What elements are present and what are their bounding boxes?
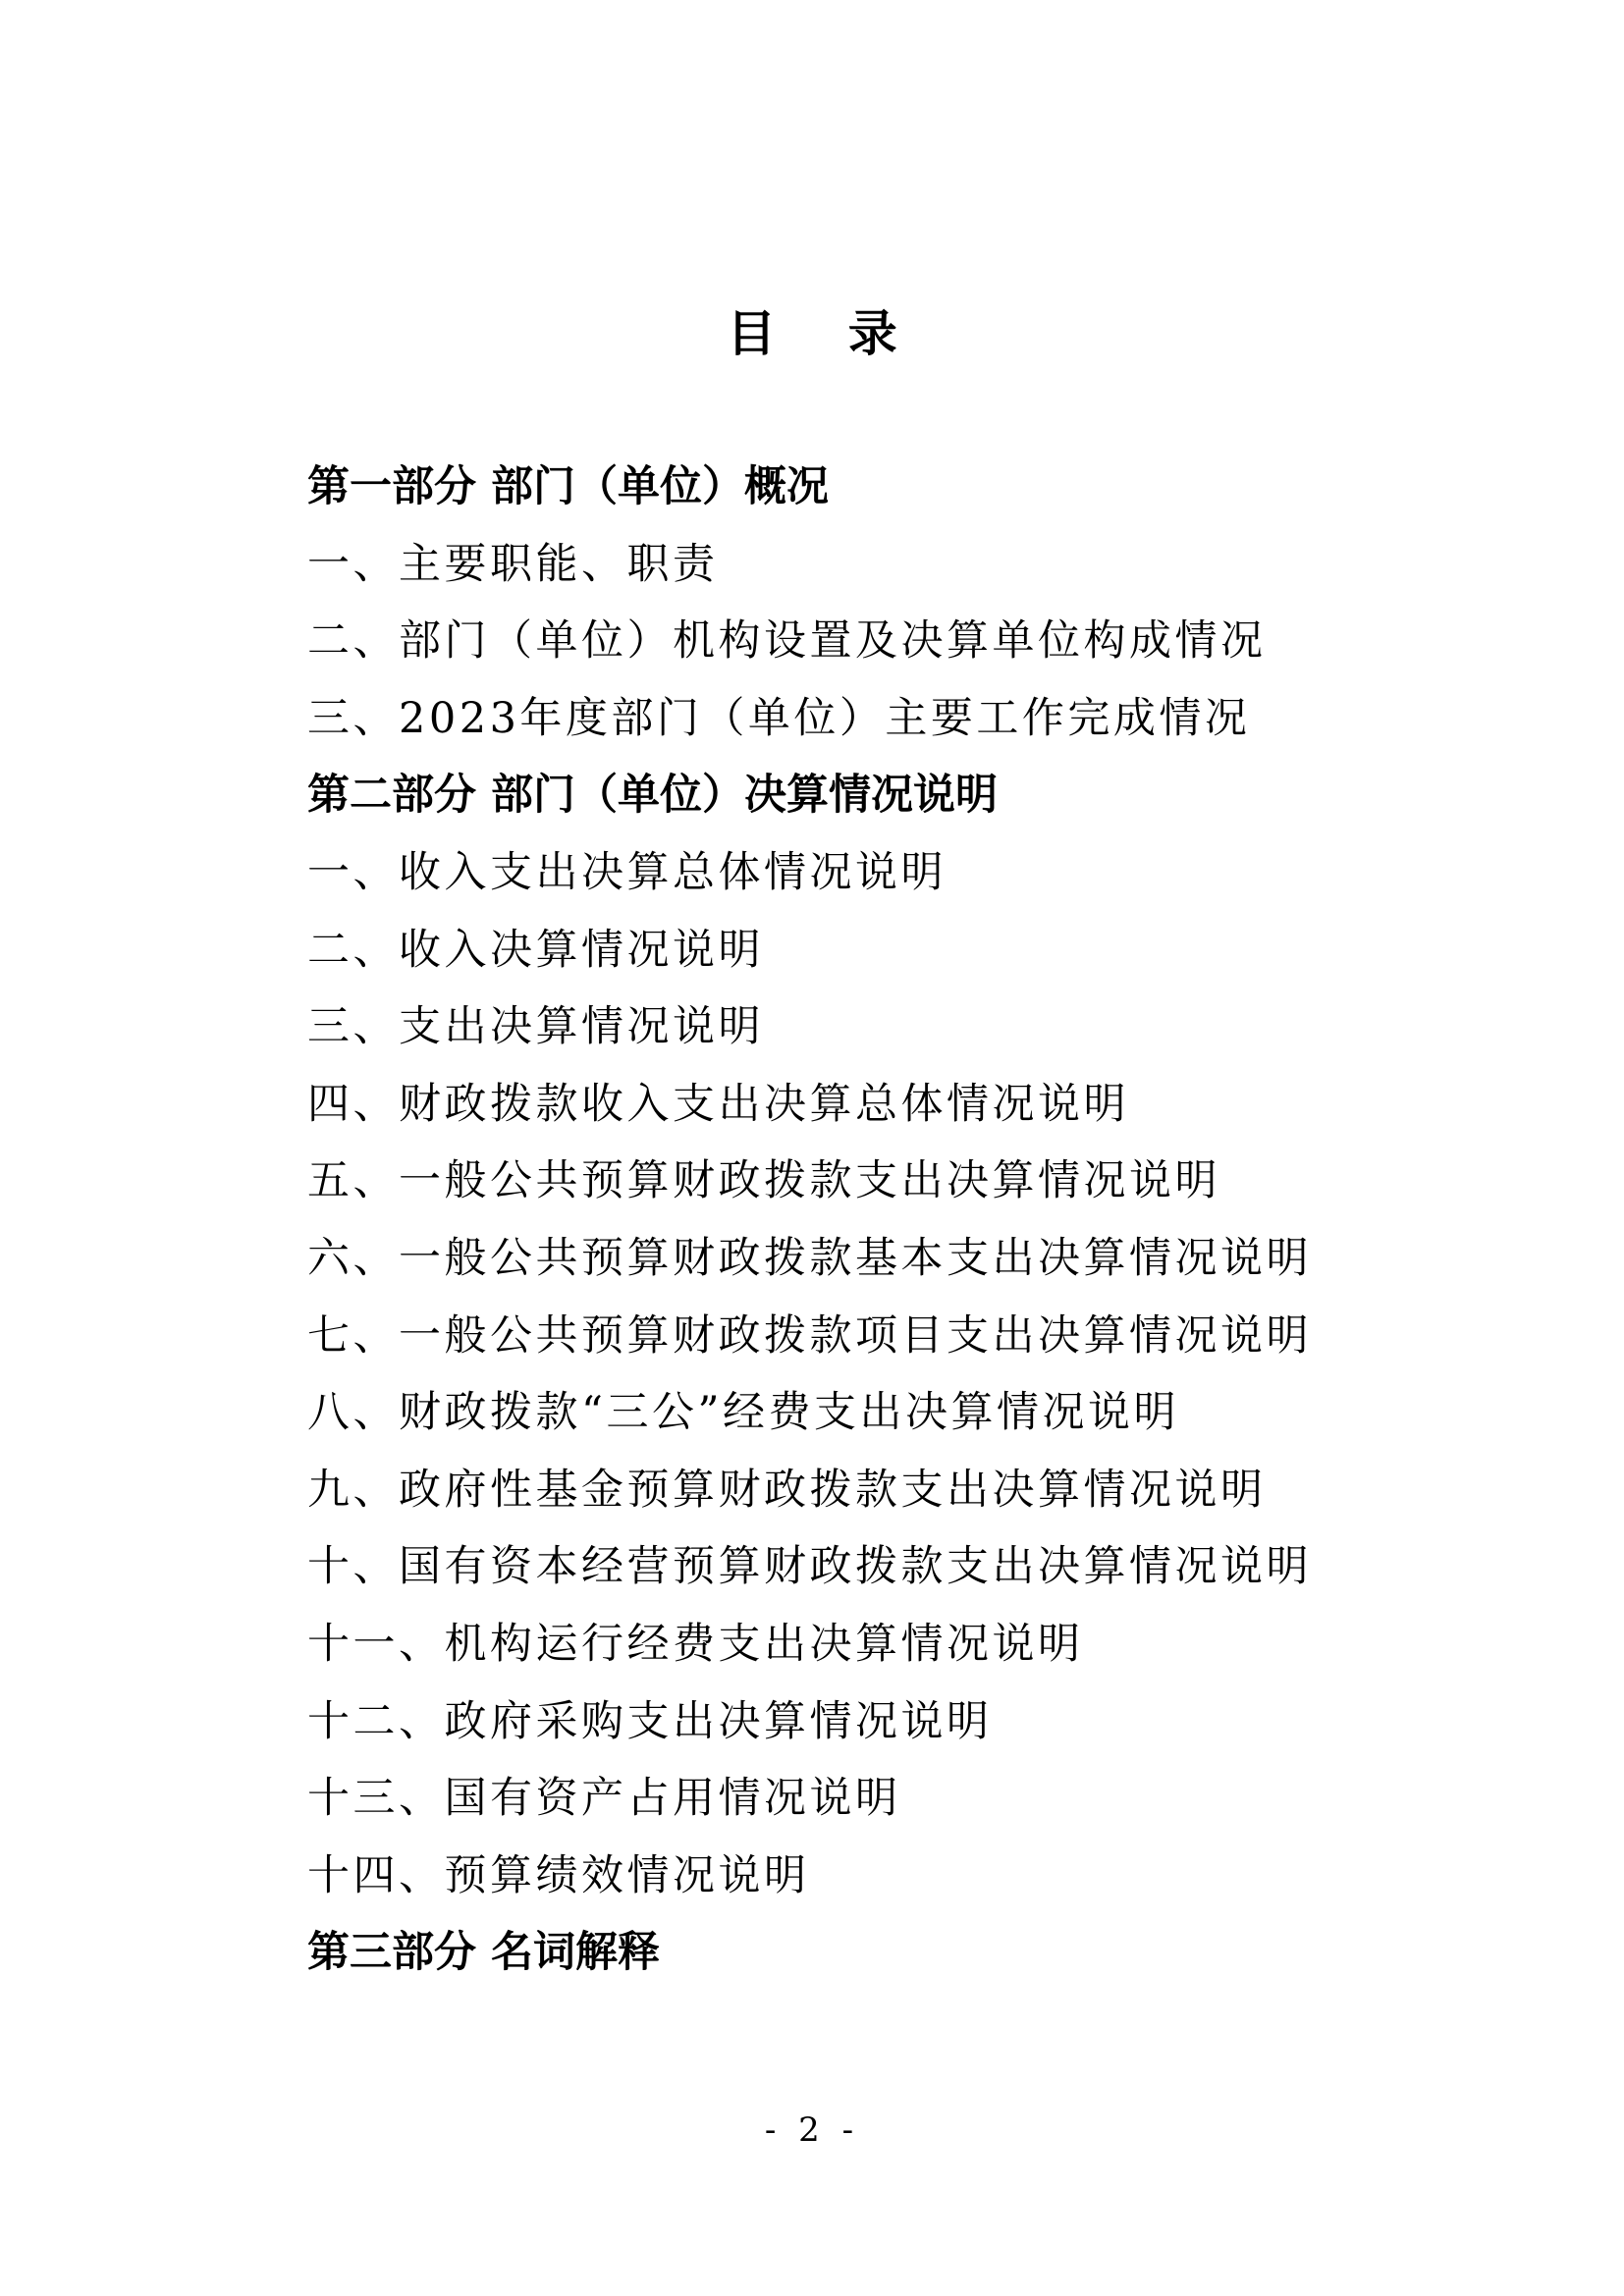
toc-item: 二、收入决算情况说明 (307, 925, 764, 975)
page-number: - 2 - (764, 2110, 860, 2150)
toc-item: 一、收入支出决算总体情况说明 (307, 847, 947, 897)
toc-item: 三、支出决算情况说明 (307, 1002, 764, 1052)
toc-part-heading: 第一部分 部门（单位）概况 (307, 462, 829, 511)
toc-item: 十三、国有资产占用情况说明 (307, 1774, 901, 1824)
toc-item: 三、2023年度部门（单位）主要工作完成情况 (307, 693, 1251, 743)
toc-item: 二、部门（单位）机构设置及决算单位构成情况 (307, 616, 1267, 667)
toc-item: 十、国有资本经营预算财政拨款支出决算情况说明 (307, 1542, 1312, 1592)
toc-item: 六、一般公共预算财政拨款基本支出决算情况说明 (307, 1233, 1312, 1283)
table-of-contents (307, 449, 1348, 1992)
page-title: 目 录 (727, 305, 925, 362)
toc-item: 十四、预算绩效情况说明 (307, 1850, 810, 1900)
toc-item: 十一、机构运行经费支出决算情况说明 (307, 1619, 1084, 1669)
toc-item: 十二、政府采购支出决算情况说明 (307, 1696, 993, 1746)
toc-item: 九、政府性基金预算财政拨款支出决算情况说明 (307, 1465, 1267, 1515)
toc-item: 四、财政拨款收入支出决算总体情况说明 (307, 1079, 1129, 1129)
toc-item: 一、主要职能、职责 (307, 539, 719, 589)
toc-item: 七、一般公共预算财政拨款项目支出决算情况说明 (307, 1310, 1312, 1361)
toc-part-heading: 第二部分 部门（单位）决算情况说明 (307, 771, 998, 821)
toc-item: 五、一般公共预算财政拨款支出决算情况说明 (307, 1156, 1220, 1206)
toc-part-heading: 第三部分 名词解释 (307, 1928, 660, 1978)
toc-item: 八、财政拨款“三公”经费支出决算情况说明 (307, 1388, 1179, 1438)
